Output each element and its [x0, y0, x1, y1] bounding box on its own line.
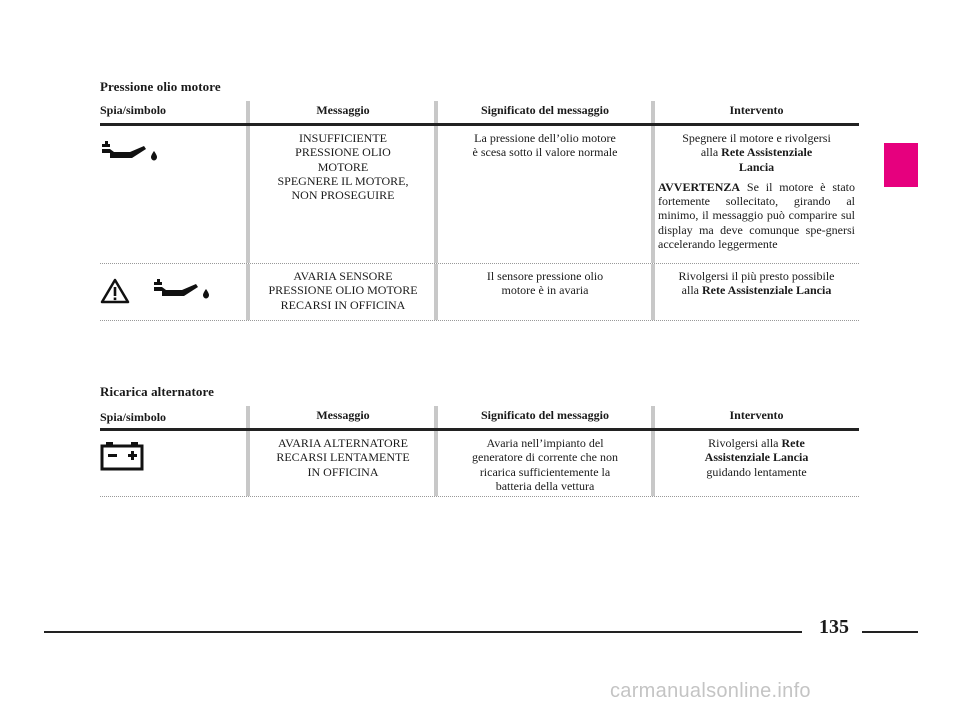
meaning-cell: Il sensore pressione olio motore è in avaria — [486, 269, 604, 298]
section-title-oil-pressure: Pressione olio motore — [100, 79, 221, 94]
alternator-table — [100, 406, 859, 497]
table-header — [100, 406, 859, 428]
table-row — [100, 431, 859, 497]
oil-pressure-table — [100, 101, 859, 321]
action-cell: Rivolgersi alla Rete Assistenziale Lancia guidando lentamente — [704, 436, 809, 479]
table-row — [100, 126, 859, 264]
meaning-cell: Avaria nell’impianto del generatore di corrente che non ricarica sufficientemente la batteria della vettura — [472, 436, 618, 493]
header-action: Intervento — [729, 103, 784, 117]
header-meaning: Significato del messaggio — [481, 408, 609, 422]
chapter-tab — [884, 143, 918, 187]
table-header — [100, 101, 859, 123]
oil-pressure-icon — [100, 140, 158, 168]
warning-triangle-icon — [100, 278, 130, 308]
section-title-alternator: Ricarica alternatore — [100, 384, 215, 399]
battery-icon — [100, 441, 144, 475]
oil-pressure-icon — [152, 278, 210, 306]
message-cell: INSUFFICIENTE PRESSIONE OLIO MOTORE SPEGNERE IL MOTORE, NON PROSEGUIRE — [277, 131, 409, 203]
warning-note: AVVERTENZA Se il motore è stato fortemente sollecitato, girando al minimo, il messaggio può comparire sul display ma deve comunque spe-gnersi accelerando leggermente — [658, 179, 855, 252]
watermark: carmanualsonline.info — [610, 680, 811, 702]
action-cell: Rivolgersi il più presto possibile alla Rete Assistenziale Lancia — [678, 269, 835, 298]
page-number: 135 — [819, 616, 849, 638]
message-cell: AVARIA SENSORE PRESSIONE OLIO MOTORE RECARSI IN OFFICINA — [268, 269, 418, 312]
header-symbol: Spia/simbolo — [100, 410, 167, 424]
header-action: Intervento — [729, 408, 784, 422]
header-message: Messaggio — [316, 408, 370, 422]
meaning-cell: La pressione dell’olio motore è scesa sotto il valore normale — [472, 131, 618, 160]
header-symbol: Spia/simbolo — [100, 103, 167, 117]
action-cell: Spegnere il motore e rivolgersi alla Rete Assistenziale Lancia AVVERTENZA Se il motore è stato fortemente sollecitato, girando al minimo, il messaggio può comparire sul display ma deve comunque spe-gnersi accelerando leggermente — [658, 131, 855, 252]
table-row — [100, 264, 859, 321]
footer-rule — [862, 631, 918, 633]
header-message: Messaggio — [316, 103, 370, 117]
footer-rule — [44, 631, 802, 633]
header-meaning: Significato del messaggio — [481, 103, 609, 117]
message-cell: AVARIA ALTERNATORE RECARSI LENTAMENTE IN OFFICINA — [276, 436, 410, 479]
